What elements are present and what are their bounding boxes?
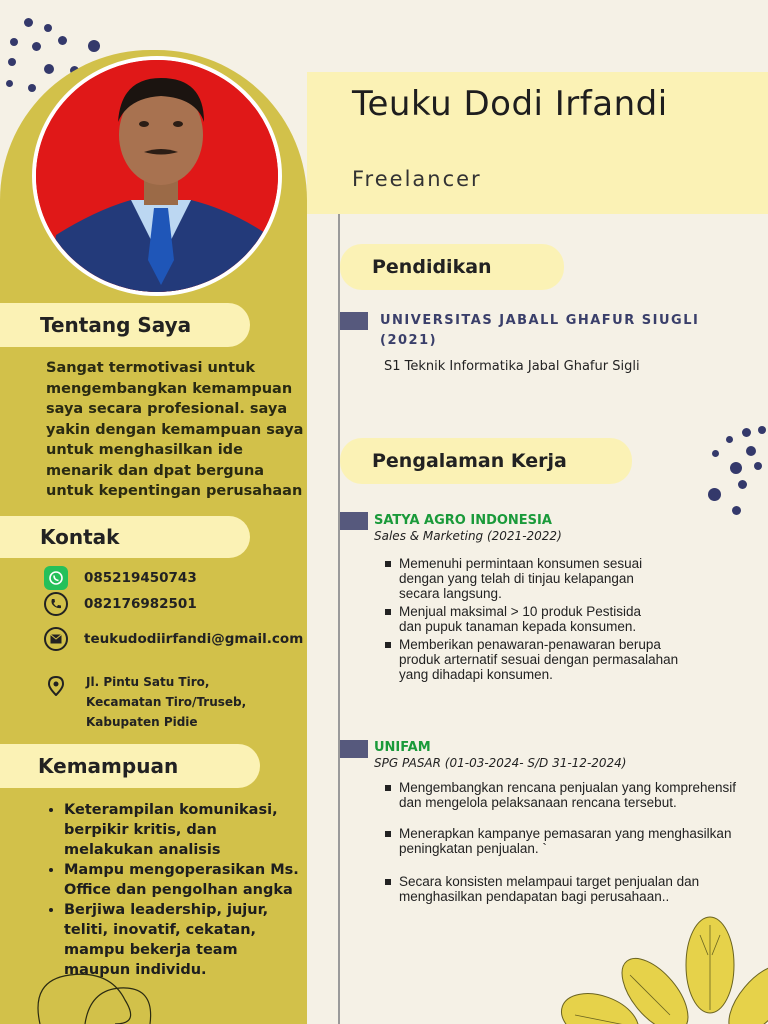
phone-number: 082176982501 (84, 596, 197, 612)
email-icon (44, 627, 68, 651)
list-marker-icon (340, 512, 368, 530)
job-period: SPG PASAR (01-03-2024- S/D 31-12-2024) (374, 756, 627, 770)
bullet-line: Memenuhi permintaan konsumen sesuai (399, 556, 643, 571)
skills-heading: Kemampuan (38, 754, 179, 778)
about-heading-pill (0, 303, 250, 347)
job-bullet (385, 826, 765, 856)
address-line: Kecamatan Tiro/Truseb, (86, 695, 247, 709)
whatsapp-number: 085219450743 (84, 570, 197, 586)
contact-email[interactable] (44, 627, 303, 651)
bullet-line: Mengembangkan rencana penjualan yang komprehensif (399, 780, 736, 795)
job-bullets (385, 556, 755, 682)
bullet-line: produk arternatif sesuai dengan permasalahan (399, 652, 679, 667)
skill-item: • Berjiwa leadership, jujur, teliti, inovatif, cekatan, mampu bekerja team maupun individu. (64, 900, 304, 980)
bullet-line: dan pupuk tanaman kepada konsumen. (399, 619, 637, 634)
email-address: teukudodiirfandi@gmail.com (84, 631, 304, 647)
contact-phone[interactable] (44, 592, 197, 616)
job-bullet (385, 604, 755, 634)
contact-heading: Kontak (40, 525, 120, 549)
education-major: S1 Teknik Informatika Jabal Ghafur Sigli (384, 359, 640, 374)
bullet-line: Menerapkan kampanye pemasaran yang menghasilkan (399, 826, 732, 841)
person-name: Teuku Dodi Irfandi (352, 84, 668, 124)
bullet-line: yang dihadapi konsumen. (399, 667, 553, 682)
bullet-line: secara langsung. (399, 586, 502, 601)
experience-heading: Pengalaman Kerja (372, 450, 567, 472)
list-marker-icon (340, 312, 368, 330)
bullet-line: Memberikan penawaran-penawaran berupa (399, 637, 661, 652)
education-heading: Pendidikan (372, 256, 492, 278)
address-line: Jl. Pintu Satu Tiro, (86, 675, 210, 689)
bullet-line: dan mengelola pelaksanaan rencana tersebut. (399, 795, 677, 810)
decorative-scribble (30, 960, 160, 1024)
decorative-flower (560, 915, 768, 1024)
skill-item: • Keterampilan komunikasi, berpikir kritis, dan melakukan analisis (64, 800, 304, 860)
school-year: (2021) (380, 333, 438, 348)
list-marker-icon (340, 740, 368, 758)
location-icon (44, 674, 68, 698)
skills-list (44, 800, 304, 980)
skills-heading-pill (0, 744, 260, 788)
timeline-line (338, 214, 340, 1024)
job-company: UNIFAM (374, 740, 431, 755)
education-school (380, 311, 699, 351)
bullet-line: peningkatan penjualan. ` (399, 841, 547, 856)
school-name: UNIVERSITAS JABALL GHAFUR SIUGLI (380, 313, 700, 328)
bullet-line: menghasilkan pendapatan bagi perusahaan.. (399, 889, 670, 904)
address (86, 672, 246, 732)
bullet-line: dengan yang telah di tinjau kelapangan (399, 571, 634, 586)
whatsapp-icon (44, 566, 68, 590)
about-heading: Tentang Saya (40, 313, 192, 337)
person-role: Freelancer (352, 167, 482, 191)
job-bullet (385, 874, 765, 904)
about-text: Sangat termotivasi untuk mengembangkan kemampuan saya secara profesional. saya yakin dengan kemampuan saya untuk menghasilkan ide menarik dan dpat berguna untuk kepentingan perusahaan (46, 360, 304, 499)
bullet-line: Secara konsisten melampaui target penjualan dan (399, 874, 700, 889)
contact-whatsapp[interactable] (44, 566, 197, 590)
profile-photo (32, 56, 282, 296)
bullet-line: Menjual maksimal > 10 produk Pestisida (399, 604, 641, 619)
phone-icon (44, 592, 68, 616)
experience-heading-pill (340, 438, 632, 484)
job-bullets (385, 780, 765, 904)
education-heading-pill (340, 244, 564, 290)
job-bullet (385, 556, 755, 601)
job-company: SATYA AGRO INDONESIA (374, 513, 552, 528)
job-bullet (385, 780, 765, 810)
address-line: Kabupaten Pidie (86, 715, 198, 729)
contact-heading-pill (0, 516, 250, 558)
job-period: Sales & Marketing (2021-2022) (374, 529, 562, 543)
job-bullet (385, 637, 755, 682)
skill-item: • Mampu mengoperasikan Ms. Office dan pengolhan angka (64, 860, 304, 900)
